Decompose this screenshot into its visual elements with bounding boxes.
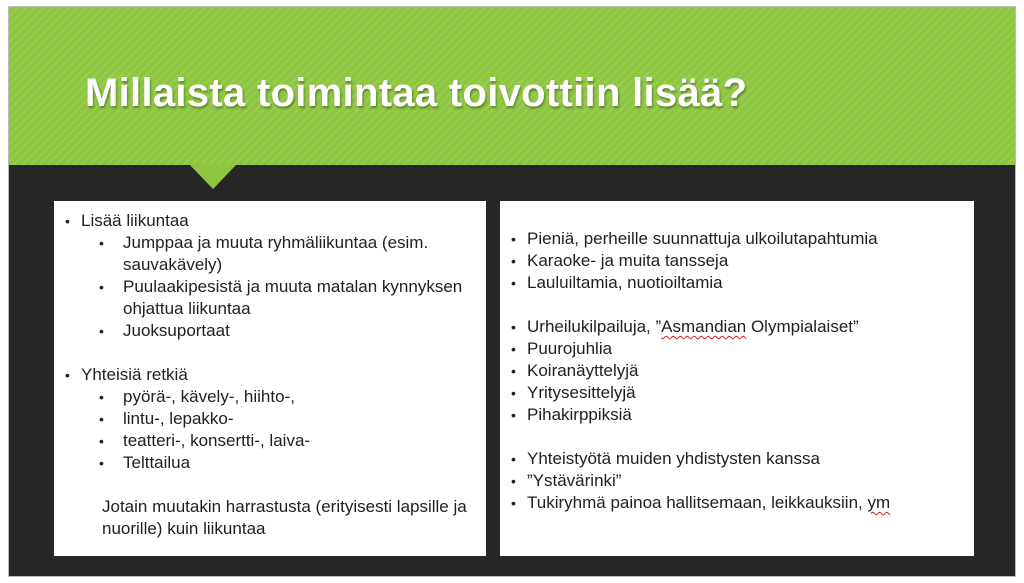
spacer [500, 294, 966, 316]
bullet-subitem: • Jumppaa ja muuta ryhmäliikuntaa (esim. sauvakävely) [54, 232, 478, 276]
bullet-item-support [500, 492, 966, 514]
slide-title[interactable]: Millaista toimintaa toivottiin lisää? [85, 71, 748, 115]
bullet-item: • Pihakirppiksiä [500, 404, 966, 426]
banner-pointer [189, 164, 237, 189]
spacer [54, 474, 478, 496]
right-bullet-list [500, 228, 966, 514]
bullet-text-suffix: Olympialaiset” [746, 317, 859, 336]
bullet-text-prefix: Tukiryhmä painoa hallitsemaan, leikkauksiin, [527, 493, 868, 512]
bullet-item: • Koiranäyttelyjä [500, 360, 966, 382]
bullet-subitem: • pyörä-, kävely-, hiihto-, [54, 386, 478, 408]
bullet-subitem: • Puulaakipesistä ja muuta matalan kynnyksen ohjattua liikuntaa [54, 276, 478, 320]
bullet-item: • Pieniä, perheille suunnattuja ulkoilutapahtumia [500, 228, 966, 250]
left-bullet-list [54, 210, 478, 540]
right-content-box[interactable] [500, 201, 974, 556]
bullet-subitem: • lintu-, lepakko- [54, 408, 478, 430]
bullet-item: • ”Ystävärinki” [500, 470, 966, 492]
note-text: Jotain muutakin harrastusta (erityisesti lapsille ja nuorille) kuin liikuntaa [102, 497, 467, 538]
spacer [500, 426, 966, 448]
bullet-subitem: • Juoksuportaat [54, 320, 478, 342]
bullet-text-prefix: Urheilukilpailuja, ” [527, 317, 662, 336]
bullet-item-sports [500, 316, 966, 338]
left-content-box[interactable] [54, 201, 486, 556]
spellcheck-marked-word: ym [867, 493, 891, 512]
bullet-subitem: • teatteri-, konsertti-, laiva- [54, 430, 478, 452]
spellcheck-marked-word: Asmandian [661, 317, 747, 336]
bullet-heading-trips: • Yhteisiä retkiä [54, 364, 478, 386]
spacer [54, 342, 478, 364]
bullet-item: • Puurojuhlia [500, 338, 966, 360]
bullet-item: • Yritysesittelyjä [500, 382, 966, 404]
slide [8, 6, 1016, 577]
bullet-item: • Yhteistyötä muiden yhdistysten kanssa [500, 448, 966, 470]
bullet-item: • Lauluiltamia, nuotioiltamia [500, 272, 966, 294]
bullet-heading-exercise: • Lisää liikuntaa [54, 210, 478, 232]
bullet-item: • Karaoke- ja muita tansseja [500, 250, 966, 272]
bullet-subitem: • Telttailua [54, 452, 478, 474]
